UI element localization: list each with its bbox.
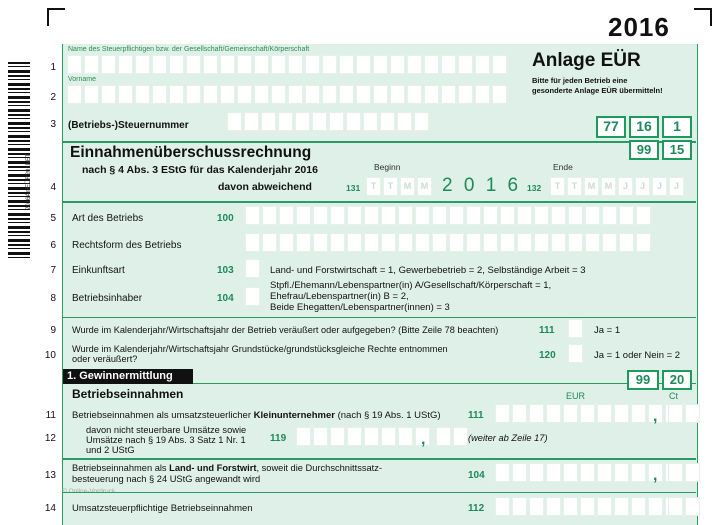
side-code: 2016AnlEÜR201NET xyxy=(26,153,32,210)
row-number-11: 11 xyxy=(45,410,56,421)
betriebsinhaber-info-2: Ehefrau/Lebenspartner(in) B = 2, xyxy=(270,291,409,302)
row-number-4: 4 xyxy=(50,182,56,193)
separator-line xyxy=(62,492,696,493)
code-box-77: 77 xyxy=(596,116,626,138)
code-120: 120 xyxy=(539,350,556,361)
section-title: 1. Gewinnermittlung xyxy=(63,369,193,384)
code-131: 131 xyxy=(346,183,361,193)
separator-line xyxy=(193,383,696,384)
veraeussert-input[interactable] xyxy=(568,319,583,338)
begin-date-cells[interactable] xyxy=(366,177,432,196)
ghost-letter: J xyxy=(635,177,650,196)
grundstuecke-input[interactable] xyxy=(568,344,583,363)
code-111-income: 111 xyxy=(468,410,484,421)
abweichend-label: davon abweichend xyxy=(218,181,312,193)
ghost-letter: T xyxy=(366,177,381,196)
betriebsinhaber-info-3: Beide Ehegatten/Lebenspartner(innen) = 3 xyxy=(270,302,450,313)
separator-line xyxy=(62,458,696,460)
betriebsinhaber-input[interactable] xyxy=(245,287,260,306)
separator-line xyxy=(62,141,696,143)
form-title: Anlage EÜR xyxy=(532,50,641,71)
first-name-input-cells[interactable] xyxy=(67,85,507,104)
betriebseinnahmen-heading: Betriebseinnahmen xyxy=(72,387,184,401)
tax-number-input-cells[interactable] xyxy=(227,112,429,131)
code-103: 103 xyxy=(217,265,234,276)
code-box-99: 99 xyxy=(629,140,659,160)
ghost-letter: M xyxy=(584,177,599,196)
land-forstwirt-pre: Betriebseinnahmen als xyxy=(72,463,170,473)
land-forstwirt-line-2: besteuerung nach § 24 UStG angewandt wird xyxy=(72,474,261,484)
beginn-label: Beginn xyxy=(374,162,401,172)
betriebsinhaber-label: Betriebsinhaber xyxy=(72,293,143,304)
rechtsform-input-cells[interactable] xyxy=(245,233,651,252)
code-box-99-section: 99 xyxy=(627,370,659,390)
nicht-steuerbar-line-3: und 2 UStG xyxy=(86,445,135,455)
name-input-cells[interactable] xyxy=(67,55,507,74)
ct-label: Ct xyxy=(669,391,678,401)
ust-pflichtige-amount-cells[interactable] xyxy=(495,497,680,516)
grundstuecke-label-1: Wurde im Kalenderjahr/Wirtschaftsjahr Grundstücke/grundstücksgleiche Rechte entnommen xyxy=(72,344,448,354)
code-132: 132 xyxy=(527,183,542,193)
decimal-comma: , xyxy=(653,408,658,425)
row-number-3: 3 xyxy=(50,119,56,130)
ghost-letter: M xyxy=(601,177,616,196)
ende-label: Ende xyxy=(553,162,573,172)
tax-number-label: (Betriebs-)Steuernummer xyxy=(68,120,189,131)
row-number-14: 14 xyxy=(44,503,56,514)
row-number-2: 2 xyxy=(50,92,56,103)
code-119: 119 xyxy=(270,433,287,444)
separator-line xyxy=(62,201,696,203)
code-100: 100 xyxy=(217,213,234,224)
code-104: 104 xyxy=(217,293,234,304)
row-number-6: 6 xyxy=(50,240,56,251)
row-number-1: 1 xyxy=(50,62,56,73)
ghost-letter: J xyxy=(618,177,633,196)
form-note-2: gesonderte Anlage EÜR übermitteln! xyxy=(532,86,663,95)
einkunftsart-info: Land- und Forstwirtschaft = 1, Gewerbebetrieb = 2, Selbständige Arbeit = 3 xyxy=(270,265,586,276)
row-number-13: 13 xyxy=(44,470,56,481)
separator-line xyxy=(62,317,696,318)
code-111: 111 xyxy=(539,325,555,336)
row-number-7: 7 xyxy=(50,265,56,276)
nicht-steuerbar-line-2: Umsätze nach § 19 Abs. 3 Satz 1 Nr. 1 xyxy=(86,435,246,445)
betriebsinhaber-info-1: Stpfl./Ehemann/Lebenspartner(in) A/Gesellschaft/Körperschaft = 1, xyxy=(270,280,552,291)
ghost-letter: M xyxy=(400,177,415,196)
nicht-steuerbar-amount-cells[interactable] xyxy=(296,427,430,446)
name-field-label: Name des Steuerpflichtigen bzw. der Gesellschaft/Gemeinschaft/Körperschaft xyxy=(68,46,310,53)
einkunftsart-input[interactable] xyxy=(245,259,260,278)
corner-mark-left xyxy=(47,8,65,26)
veraeussert-info: Ja = 1 xyxy=(594,325,621,336)
ghost-letter: J xyxy=(652,177,667,196)
veraeussert-label: Wurde im Kalenderjahr/Wirtschaftsjahr der Betrieb veräußert oder aufgegeben? (Bitte Zeile 78 beachten) xyxy=(72,325,499,335)
row-number-9: 9 xyxy=(50,325,56,336)
form-note-1: Bitte für jeden Betrieb eine xyxy=(532,76,628,85)
grundstuecke-info: Ja = 1 oder Nein = 2 xyxy=(594,350,681,361)
code-104-income: 104 xyxy=(468,470,485,481)
ghost-letter: T xyxy=(383,177,398,196)
row-number-12: 12 xyxy=(44,433,56,444)
kleinunternehmer-label xyxy=(72,410,441,421)
land-forstwirt-post: , soweit die Durchschnittssatz- xyxy=(256,463,383,473)
art-des-betriebs-label: Art des Betriebs xyxy=(72,213,144,224)
code-box-16: 16 xyxy=(629,116,659,138)
row-number-10: 10 xyxy=(44,350,56,361)
decimal-comma: , xyxy=(653,467,658,484)
land-forstwirt-bold: Land- und Forstwirt xyxy=(169,463,257,473)
end-date-cells[interactable] xyxy=(550,177,684,196)
grundstuecke-label-2: oder veräußert? xyxy=(72,354,138,364)
ghost-letter: M xyxy=(417,177,432,196)
row-number-5: 5 xyxy=(50,213,56,224)
nicht-steuerbar-cents-cells[interactable] xyxy=(436,427,468,446)
code-box-15: 15 xyxy=(662,140,692,160)
code-112: 112 xyxy=(468,503,485,514)
page-subtitle: nach § 4 Abs. 3 EStG für das Kalenderjahr 2016 xyxy=(82,164,318,176)
ghost-letter: T xyxy=(567,177,582,196)
form-year: 2016 xyxy=(608,12,670,42)
cents-cells[interactable] xyxy=(668,404,700,423)
first-name-label: Vorname xyxy=(68,76,97,83)
page-title: Einnahmenüberschussrechnung xyxy=(70,144,312,161)
decimal-comma: , xyxy=(421,431,426,448)
eur-label: EUR xyxy=(566,391,586,401)
land-forstwirt-line-1 xyxy=(72,463,382,474)
einkunftsart-label: Einkunftsart xyxy=(72,265,125,276)
land-forstwirt-cents-cells[interactable] xyxy=(668,463,700,482)
ghost-letter: J xyxy=(669,177,684,196)
kleinunternehmer-label-post: (nach § 19 Abs. 1 UStG) xyxy=(334,410,441,421)
nicht-steuerbar-line-1: davon nicht steuerbare Umsätze sowie xyxy=(86,425,247,435)
weiter-ab-zeile-17: (weiter ab Zeile 17) xyxy=(468,433,548,443)
kleinunternehmer-label-bold: Kleinunternehmer xyxy=(253,410,335,421)
begin-year-digits: 2 0 1 6 xyxy=(442,175,522,196)
row-number-8: 8 xyxy=(50,293,56,304)
ghost-letter: T xyxy=(550,177,565,196)
code-box-20: 20 xyxy=(662,370,692,390)
code-box-1: 1 xyxy=(662,116,692,138)
rechtsform-label: Rechtsform des Betriebs xyxy=(72,240,182,251)
corner-mark-right xyxy=(694,8,712,26)
ust-pflichtige-label: Umsatzsteuerpflichtige Betriebseinnahmen xyxy=(72,503,253,514)
art-des-betriebs-input-cells[interactable] xyxy=(245,206,651,225)
ust-pflichtige-cents-cells[interactable] xyxy=(668,497,700,516)
kleinunternehmer-label-pre: Betriebseinnahmen als umsatzsteuerlicher xyxy=(72,410,254,421)
